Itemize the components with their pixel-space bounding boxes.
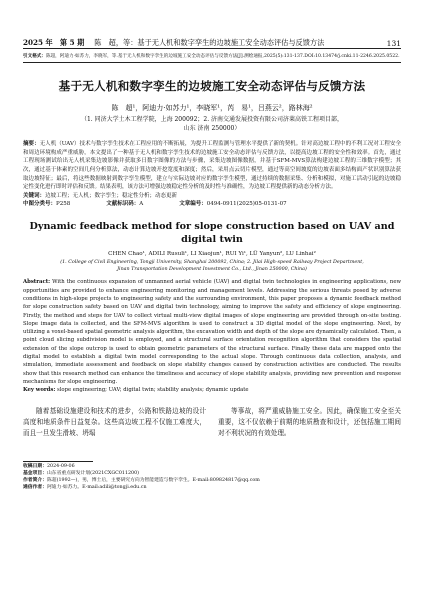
journal-issue: 2025 年 第 5 期: [23, 38, 85, 47]
abstract-text-cn: 无人机（UAV）技术与数字孪生技术在工程应用的不断拓展，为提升工程监测与管理水平提供了新的契机。针对高边坡工程中的不利工况对工程安全和周边环境构成严重威胁，本文提出了一种基于无人机和数字孪生技术的边坡施工安全动态评估与反馈方法，以提高边坡工程的安全性和效率。首先，通过工程现场测试给出无人机采集边坡影像并获取多日数字图像的方法与步骤，采集边坡图像数据，并基于SFM-MVS算法构建边坡工程的三维数字模型；其次，通过基于体素的空间几何分析算法，动态计算边坡开挖宽度和深度；然后，采用点云切片模型，通过等高空间坡度的边坡表面多结构面产状识别算法获取边坡特征；最后，将这些数据映射到数字孪生模型，建立与实际边坡对应的数字孪生模型，通过持续的数据采集、分析和模拟，对施工活动引起的边坡稳定性变化进行即时评估和反馈。结果表明，该方法可增强边坡稳定性分析的及时性与准确性，为边坡工程提供新的动态分析方法。: [23, 141, 401, 191]
citation-block: [23, 53, 401, 60]
article-number-label: 文章编号：: [179, 201, 207, 208]
abstract-english: [23, 278, 401, 386]
body-column-right: 等事故，将严重威胁施工安全。因此，确保施工安全至关重要，这不仅依赖于前期的地质勘查和设计，还包括施工期间对不利状况的有效处理。: [218, 406, 401, 437]
affiliations-english: [23, 259, 401, 273]
running-header: [23, 0, 401, 49]
abstract-text-en: With the continuous expansion of unmanned aerial vehicle (UAV) and digital twin technologies in engineering applications, new opportunities are provided to enhance engineering monitoring and management levels. Addressing the serious threats posed by adverse conditions in high-slope projects to engineering safety and the surrounding environment, this paper proposes a dynamic feedback method for slope construction safety based on UAV and digital twin technology, aiming to improve the safety and efficiency of slope engineering. Firstly, the method and steps for UAV to collect virtual multi-view digital images of slope engineering are provided through on-site testing. Slope image data is collected, and the SFM-MVS algorithm is used to construct a 3D digital model of the slope engineering. Next, by utilizing a voxel-based spatial geometric analysis algorithm, the excavation width and depth of the slope are dynamically calculated. Then, a point cloud slicing subdivision model is employed, and a structural surface orientation recognition algorithm that considers the spatial extension of the slope outcrop is used to obtain geometric parameters of the structural surface. Finally these data are mapped onto the digital model to establish a digital twin model corresponding to the actual slope. Through continuous data collection, analysis, and simulation, immediate assessment and feedback on slope stability changes caused by construction activities are conducted. The results show that this research method can enhance the timeliness and accuracy of slope stability analysis, providing new prevention and response mechanisms for slope engineering.: [23, 279, 402, 385]
keywords-text-cn: 边坡工程；无人机；数字孪生；稳定性分析；动态更新: [45, 192, 178, 199]
affiliation-line: Jinan Transportation Development Investment Co., Ltd., Jinan 250000, China): [117, 267, 307, 273]
authors-chinese: 陈 超¹，阿迪力·如苏力¹，李晓军¹，芮 易¹，吕燕云²，路林海²: [111, 104, 313, 113]
corresponding-author: 通信作者：阿迪力·如苏力。E-mail:adili@tongji.edu.cn: [23, 483, 147, 490]
running-title: 陈 超，等：基于无人机和数字孪生的边坡施工安全动态评估与反馈方法: [94, 38, 325, 47]
doc-code-value: A: [139, 201, 144, 208]
title-chinese: 基于无人机和数字孪生的边坡施工安全动态评估与反馈方法: [58, 79, 366, 94]
body-column-left: 随着基础设施建设和技术的进步，公路和铁路边坡的设计高度和地质条件日益复杂。这些高边坡工程不仅施工难度大，而且一旦发生滑坡、坍塌: [23, 406, 206, 437]
affiliation-line: （1. 同济大学土木工程学院，上海 200092；2. 济南交通发展投资有限公司济莱高铁工程项目部，: [80, 116, 344, 124]
citation-label-cn: 引文格式：: [23, 54, 46, 59]
keywords-chinese: [23, 192, 401, 201]
abstract-label-en: Abstract:: [23, 279, 51, 286]
doc-code-label: 文献标识码：: [106, 201, 140, 208]
classification-line: [23, 200, 401, 209]
author-bio: 作者简介：陈超(1992—)，男，博士后，主要研究方向为智能建造与数字孪生。E-mail:809824817@qq.com: [23, 476, 260, 483]
keywords-label-en: Key words:: [23, 387, 56, 394]
footnote-block: [23, 463, 401, 491]
keywords-text-en: slope engineering; UAV; digital twin; stability analysis; dynamic update: [57, 387, 249, 394]
abstract-label-cn: 摘要：: [23, 141, 40, 148]
clc-value: P258: [56, 201, 71, 208]
affiliation-line: 山东 济南 250000）: [183, 125, 241, 133]
fund-info: 基金项目：山东省重点研发计划(2021CXGC011200): [23, 469, 140, 476]
authors-english: CHEN Chao¹, ADILI Rusuli¹, LI Xiaojun¹, RUI Yi¹, LÜ Yanyun², LU Linhai²: [108, 251, 316, 258]
title-english: Dynamic feedback method for slope construction based on UAV and digital twin: [29, 221, 395, 246]
clc-label: 中图分类号：: [23, 201, 57, 208]
citation-text-cn: 陈超，阿迪力·如苏力，李晓军，等.基于无人机和数字孪生的边坡施工安全动态评估与反馈方法[J].测绘通报,2025(5):131-137.DOI:10.13474/j.cnki.11-2246.2025.0522.: [45, 54, 400, 59]
footnote-divider: [23, 461, 93, 462]
affiliation-line: (1. College of Civil Engineering, Tongji University, Shanghai 200092, China; 2. Jilai High-speed Railway Project Department,: [60, 260, 364, 266]
keywords-label-cn: 关键词：: [23, 192, 46, 199]
abstract-chinese: [23, 140, 401, 192]
affiliations-chinese: [23, 115, 401, 133]
received-date: 收稿日期：2024-09-06: [23, 462, 75, 469]
citation-divider: [23, 62, 401, 63]
body-text: [23, 406, 401, 439]
page-number: 131: [386, 39, 401, 48]
article-number-value: 0494-0911(2025)05-0131-07: [206, 201, 287, 208]
keywords-english: [23, 386, 401, 394]
